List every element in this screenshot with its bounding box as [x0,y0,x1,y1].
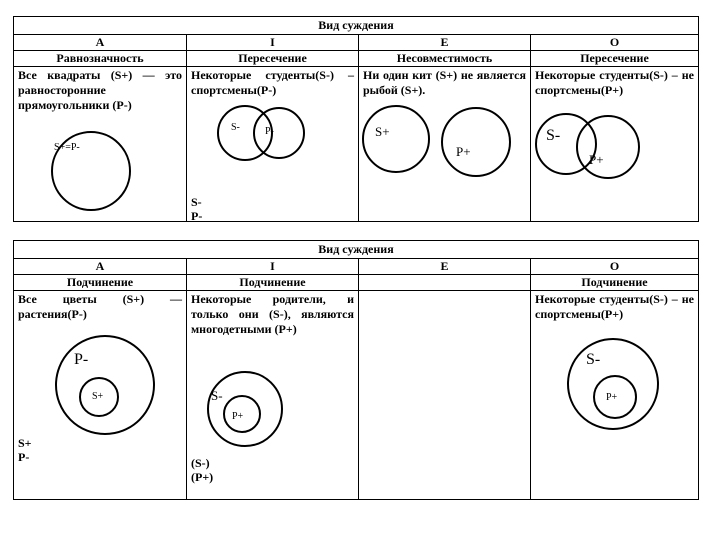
example-a: Все квадраты (S+) — это равносторонние прямоугольники (Р-) [18,68,182,112]
euler-outer-label: P- [74,351,89,368]
header-letter-a: A [14,259,187,275]
example-a: Все цветы (S+) — растения(Р-) [18,292,182,321]
table-title: Вид суждения [14,17,698,35]
relation-e [359,275,531,291]
example-o: Некоторые студенты(S-) – не спортсмены(Р+) [535,292,694,321]
cell-a [14,67,187,221]
venn-label-p: P- [265,126,274,137]
header-letter-e: E [359,259,531,275]
relation-i: Подчинение [187,275,359,291]
header-letter-o: O [531,259,698,275]
euler-inner-label: P+ [606,392,618,403]
venn-label-p: P+ [589,152,604,167]
euler-inner-label: S+ [92,391,104,402]
note-i: S- P- [191,195,203,223]
venn-label-p: P+ [456,144,471,159]
relation-a: Равнозначность [14,51,187,67]
relation-o: Подчинение [531,275,698,291]
table-judgment-types-2 [13,240,699,500]
relation-e: Несовместимость [359,51,531,67]
example-i: Некоторые студенты(S-) – спортсмены(Р-) [191,68,354,97]
cell-o [531,67,698,221]
note-i: (S-) (P+) [191,456,214,484]
venn-circle-p [576,115,640,179]
relation-a: Подчинение [14,275,187,291]
note-a: S+ P- [18,436,32,464]
cell-o [531,291,698,499]
table-judgment-types-1 [13,16,699,222]
header-letter-i: I [187,259,359,275]
example-i: Некоторые родители, и только они (S-), являются многодетными (Р+) [191,292,354,336]
cell-e [359,67,531,221]
header-letter-i: I [187,35,359,51]
table-title: Вид суждения [14,241,698,259]
header-letter-o: O [531,35,698,51]
cell-i [187,67,359,221]
venn-label-s: S+ [375,124,390,139]
header-letter-e: E [359,35,531,51]
relation-o: Пересечение [531,51,698,67]
relation-i: Пересечение [187,51,359,67]
cell-e [359,291,531,499]
euler-outer-label: S- [211,388,223,403]
venn-label-s: S- [231,122,240,133]
venn-label-equal: S+=P- [54,142,80,153]
euler-inner-label: P+ [232,411,244,422]
euler-outer-label: S- [586,351,601,368]
header-letter-a: A [14,35,187,51]
venn-circle-p [253,107,305,159]
venn-label-s: S- [546,127,561,144]
venn-circle-s [362,105,430,173]
venn-circle-p [441,107,511,177]
example-e: Ни один кит (S+) не является рыбой (S+). [363,68,526,97]
cell-i [187,291,359,499]
cell-a [14,291,187,499]
example-o: Некоторые студенты(S-) – не спортсмены(Р+) [535,68,694,97]
